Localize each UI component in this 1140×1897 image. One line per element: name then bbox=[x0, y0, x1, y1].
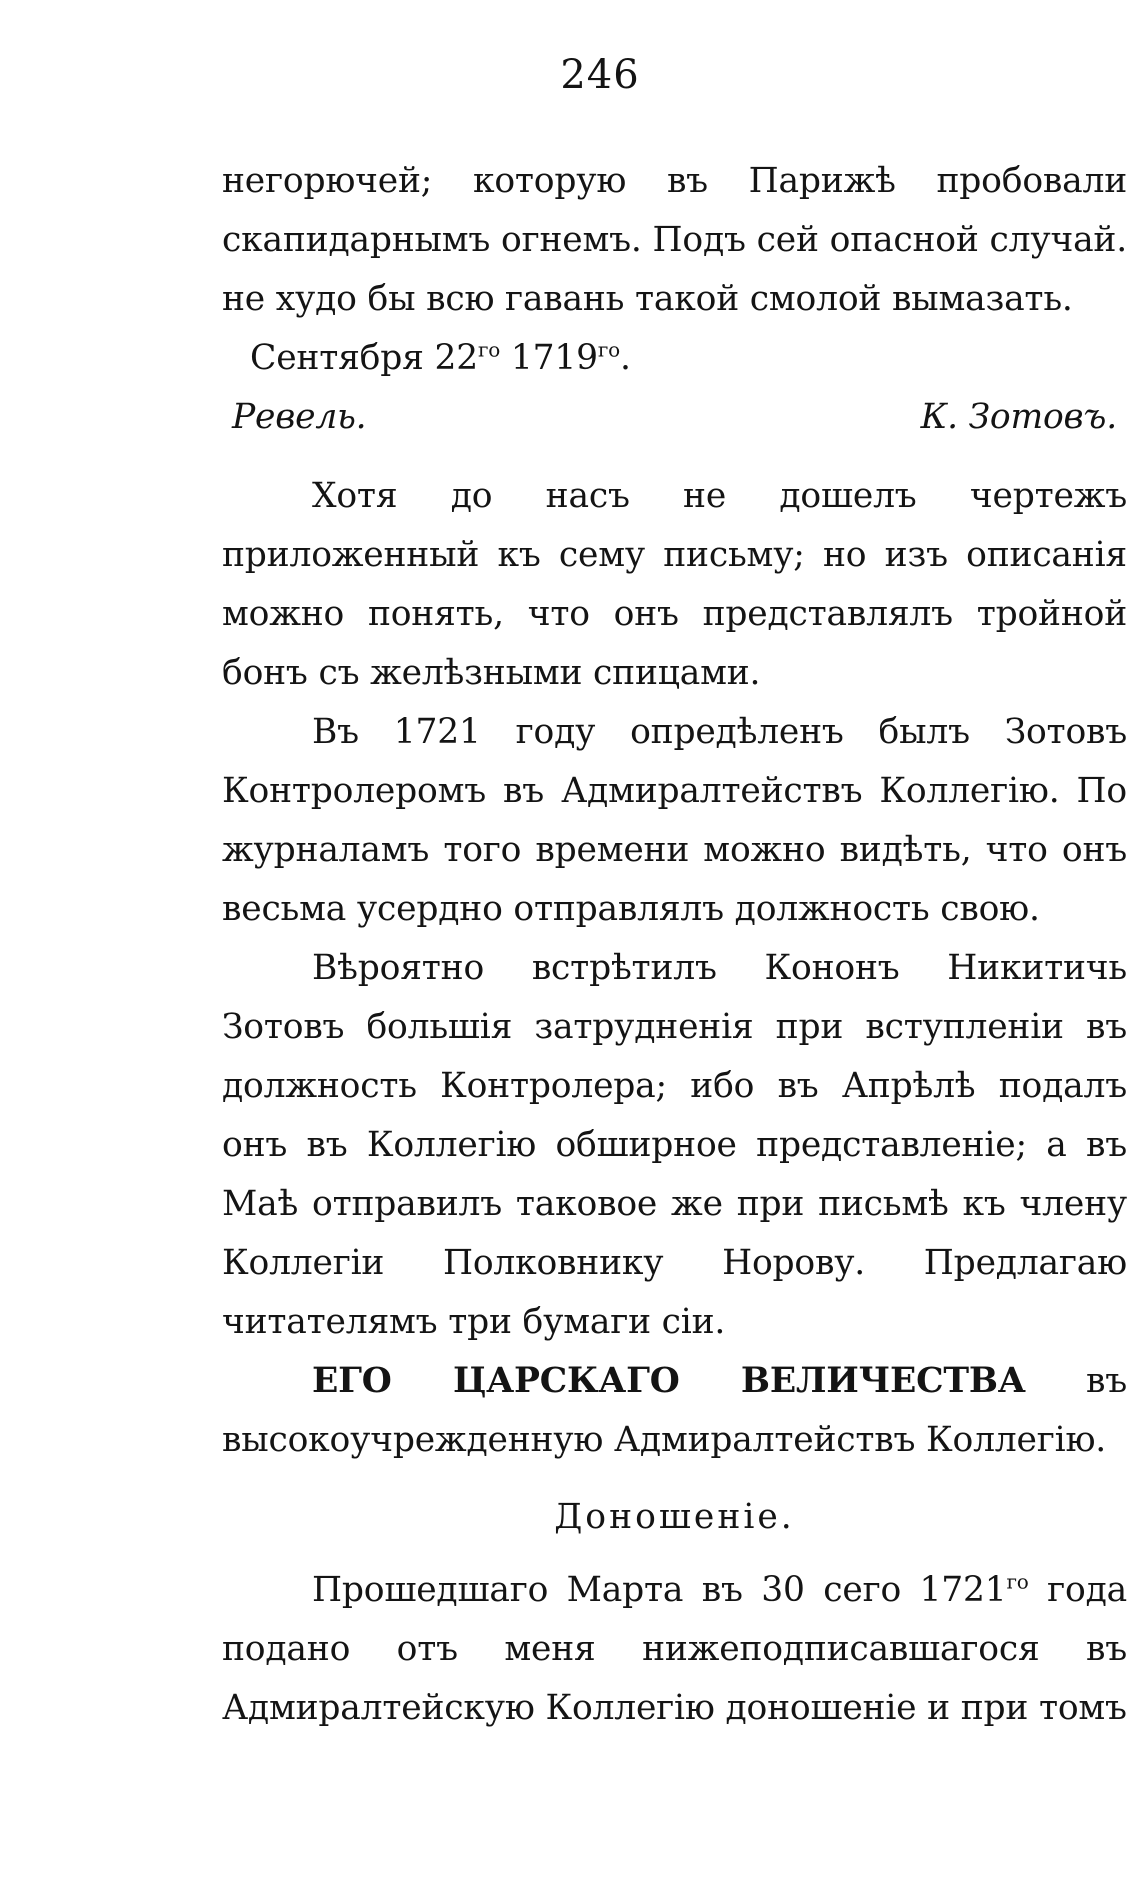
letter-date bbox=[222, 329, 1127, 388]
signature-line bbox=[222, 388, 1127, 447]
paragraph-appointment: Въ 1721 году опредѣленъ былъ Зотовъ Контролеромъ въ Адмиралтействъ Коллегію. По журналамъ того времени можно видѣть, что онъ весьма усердно отправлялъ должность свою. bbox=[222, 712, 1127, 929]
address-caps: ЕГО ЦАРСКАГО ВЕЛИЧЕСТВА bbox=[312, 1361, 1026, 1401]
report-part-b: года подано отъ меня нижеподписавшагося въ Адмиралтейскую Коллегію доношеніе и при томъ bbox=[222, 1570, 1128, 1728]
section-heading: Доношеніе. bbox=[554, 1497, 795, 1537]
date-day-suffix: го bbox=[477, 337, 501, 362]
report-year-suffix: го bbox=[1006, 1569, 1029, 1594]
paragraph-report bbox=[222, 1561, 1127, 1738]
letter-signature: К. Зотовъ. bbox=[920, 397, 1117, 437]
paragraph-drawing: Хотя до насъ не дошелъ чертежъ приложенный къ сему письму; но изъ описанія можно понять, что онъ представлялъ тройной бонъ съ желѣзными спицами. bbox=[222, 476, 1127, 693]
page-number: 246 bbox=[560, 52, 640, 98]
text-body bbox=[222, 152, 1127, 1738]
paragraph-difficulties: Вѣроятно встрѣтилъ Кононъ Никитичь Зотовъ большія затрудненія при вступленіи въ должность Контролера; ибо въ Апрѣлѣ подалъ онъ въ Коллегію обширное представленіе; а въ Маѣ отправилъ таковое же при письмѣ къ члену Коллегіи Полковнику Норову. Предлагаю читателямъ три бумаги сіи. bbox=[222, 948, 1127, 1342]
address-rest: въ высокоучрежденную Адмиралтействъ Коллегію. bbox=[222, 1361, 1128, 1460]
date-year: 1719 bbox=[500, 338, 598, 378]
paragraph-letter-end: негорючей; которую въ Парижѣ пробовали скапидарнымъ огнемъ. Подъ сей опасной случай. не худо бы всю гавань такой смолой вымазать. bbox=[222, 161, 1127, 319]
date-year-suffix: го bbox=[597, 337, 620, 362]
letter-place: Ревель. bbox=[232, 397, 367, 437]
date-day: Сентября 22 bbox=[250, 338, 478, 378]
report-part-a: Прошедшаго Марта въ 30 сего 1721 bbox=[312, 1570, 1007, 1610]
date-end: . bbox=[619, 338, 631, 378]
paragraph-address bbox=[222, 1352, 1127, 1470]
